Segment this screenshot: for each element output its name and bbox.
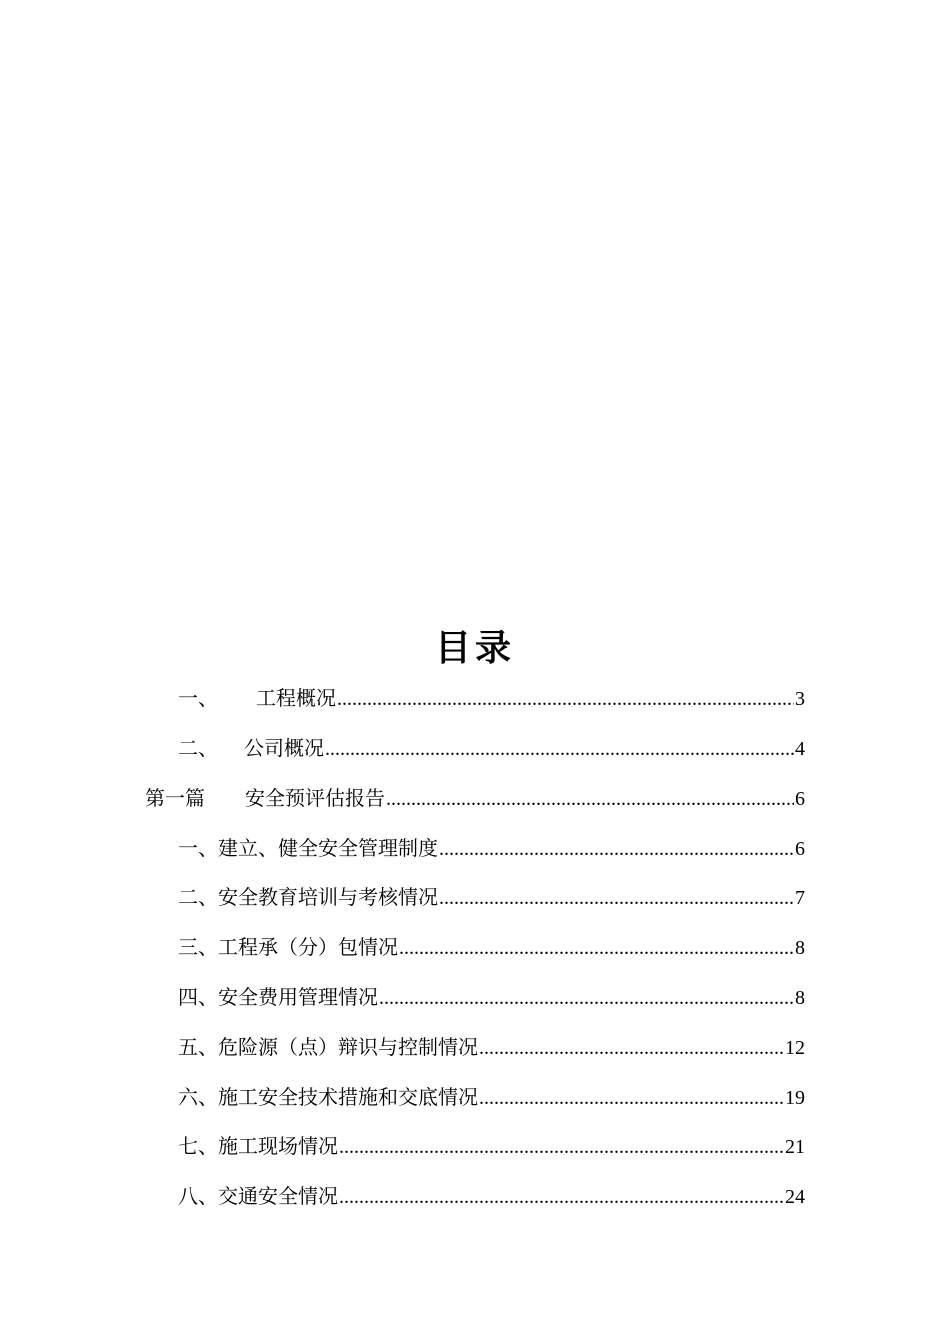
dot-leader: [337, 684, 794, 714]
toc-entry-section-3[interactable]: [178, 932, 805, 962]
toc-page-number: 19: [785, 1087, 805, 1109]
toc-page-number: 12: [785, 1037, 805, 1059]
toc-entry-number: 二、: [178, 736, 218, 760]
toc-page-number: 8: [795, 937, 805, 959]
toc-page-number: 7: [795, 887, 805, 909]
toc-page-number: 24: [785, 1186, 805, 1208]
dot-leader: [479, 1033, 784, 1063]
toc-entry-section-1[interactable]: [178, 833, 805, 863]
dot-leader: [399, 933, 794, 963]
toc-page-number: 4: [795, 738, 805, 760]
toc-entry-section-4[interactable]: [178, 982, 805, 1012]
dot-leader: [439, 834, 794, 864]
toc-entry-title: 一、建立、健全安全管理制度: [178, 836, 438, 860]
toc-page-number: 21: [785, 1136, 805, 1158]
toc-entry-section-2[interactable]: [178, 882, 805, 912]
toc-entry-title: 安全预评估报告: [245, 786, 385, 810]
toc-entry-title: 工程概况: [256, 686, 336, 710]
toc-entry-title: 六、施工安全技术措施和交底情况: [178, 1085, 478, 1109]
toc-entry-title: 三、工程承（分）包情况: [178, 935, 398, 959]
dot-leader: [379, 983, 794, 1013]
dot-leader: [339, 1132, 784, 1162]
toc-title: 目录: [434, 627, 515, 669]
toc-entry-title: 二、安全教育培训与考核情况: [178, 885, 438, 909]
toc-entry-number: 第一篇: [145, 786, 205, 810]
toc-page-number: 8: [795, 987, 805, 1009]
toc-page-number: 6: [795, 788, 805, 810]
dot-leader: [439, 883, 794, 913]
dot-leader: [386, 784, 794, 814]
toc-entry-section-5[interactable]: [178, 1032, 805, 1062]
dot-leader: [339, 1182, 784, 1212]
toc-entry-title: 七、施工现场情况: [178, 1134, 338, 1158]
toc-entry-part-one[interactable]: [145, 783, 805, 813]
toc-page-number: 3: [795, 688, 805, 710]
toc-entry-overview[interactable]: [178, 683, 805, 713]
toc-entry-company[interactable]: [178, 733, 805, 763]
toc-entry-title: 五、危险源（点）辩识与控制情况: [178, 1035, 478, 1059]
toc-entry-number: 一、: [178, 686, 218, 710]
toc-entry-section-8[interactable]: [178, 1181, 805, 1211]
toc-entry-section-7[interactable]: [178, 1131, 805, 1161]
toc-entry-title: 四、安全费用管理情况: [178, 985, 378, 1009]
dot-leader: [479, 1083, 784, 1113]
toc-entry-title: 八、交通安全情况: [178, 1184, 338, 1208]
toc-entry-section-6[interactable]: [178, 1082, 805, 1112]
toc-entry-title: 公司概况: [244, 736, 324, 760]
toc-page-number: 6: [795, 838, 805, 860]
dot-leader: [325, 734, 794, 764]
